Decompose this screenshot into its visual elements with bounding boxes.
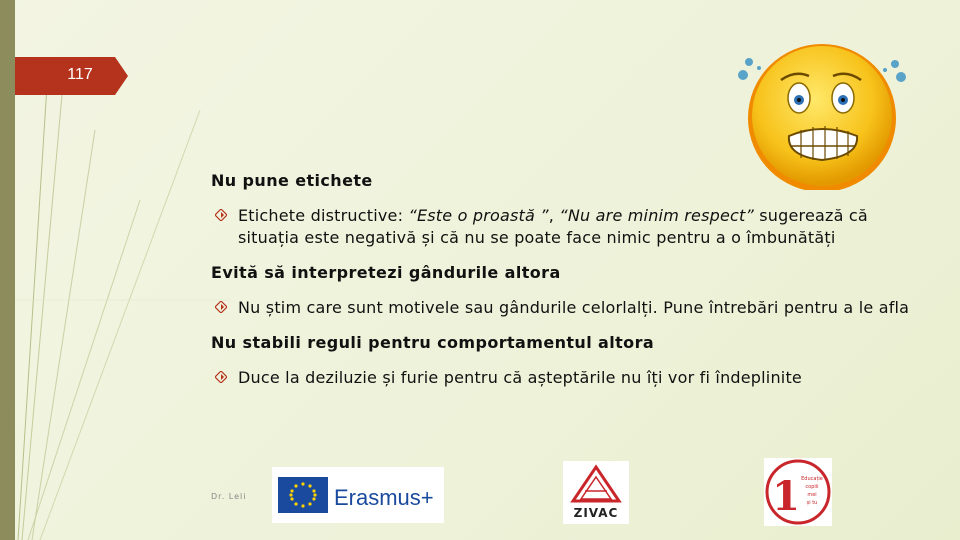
- one-percent-logo: [764, 458, 832, 526]
- bullet1-middle: ,: [548, 206, 560, 225]
- svg-text:1: 1: [772, 473, 800, 520]
- diamond-arrow-icon: [215, 209, 227, 221]
- diamond-arrow-icon: [215, 371, 227, 383]
- scared-face-emoji: [735, 40, 915, 190]
- erasmus-logo: [272, 467, 444, 523]
- bullet-disappointment: [211, 367, 911, 389]
- eu-flag-icon: [272, 467, 444, 523]
- bullet1-quote2: “Nu are minim respect”: [559, 206, 754, 225]
- onep-line4: și tu: [806, 500, 818, 506]
- bullet3-text: Duce la deziluzie și furie pentru că așteptările nu îți vor fi îndeplinite: [238, 368, 802, 387]
- bullet-destructive-labels: [211, 205, 911, 249]
- heading-rules: Nu stabili reguli pentru comportamentul altora: [211, 333, 655, 352]
- bullet1-rest: sugerează că situația este negativă și că nu se poate face nimic pentru a o îmbunătăți: [238, 206, 868, 247]
- slide-footer: Dr. Leli: [211, 492, 247, 501]
- onep-line3: mei: [807, 492, 817, 498]
- zivac-logo: [563, 461, 629, 524]
- erasmus-text: Erasmus+: [334, 485, 434, 510]
- zivac-triangle-icon: [563, 461, 629, 524]
- heading-labels: Nu pune etichete: [211, 171, 373, 190]
- bullet1-quote1: “Este o proastă ”: [408, 206, 549, 225]
- diamond-arrow-icon: [215, 301, 227, 313]
- bullet1-prefix: Etichete distructive:: [238, 206, 409, 225]
- slide-number: 117: [67, 66, 93, 83]
- slide-content: [211, 170, 911, 389]
- onep-line1: Educație: [801, 476, 823, 482]
- onep-line2: copiii: [805, 484, 819, 490]
- bullet-ask-questions: [211, 297, 911, 319]
- one-percent-icon: [764, 458, 832, 526]
- zivac-text: ZIVAC: [573, 506, 619, 520]
- heading-interpret: Evită să interpretezi gândurile altora: [211, 263, 561, 282]
- bullet2-text: Nu știm care sunt motivele sau gândurile celorlalți. Pune întrebări pentru a le afla: [238, 298, 910, 317]
